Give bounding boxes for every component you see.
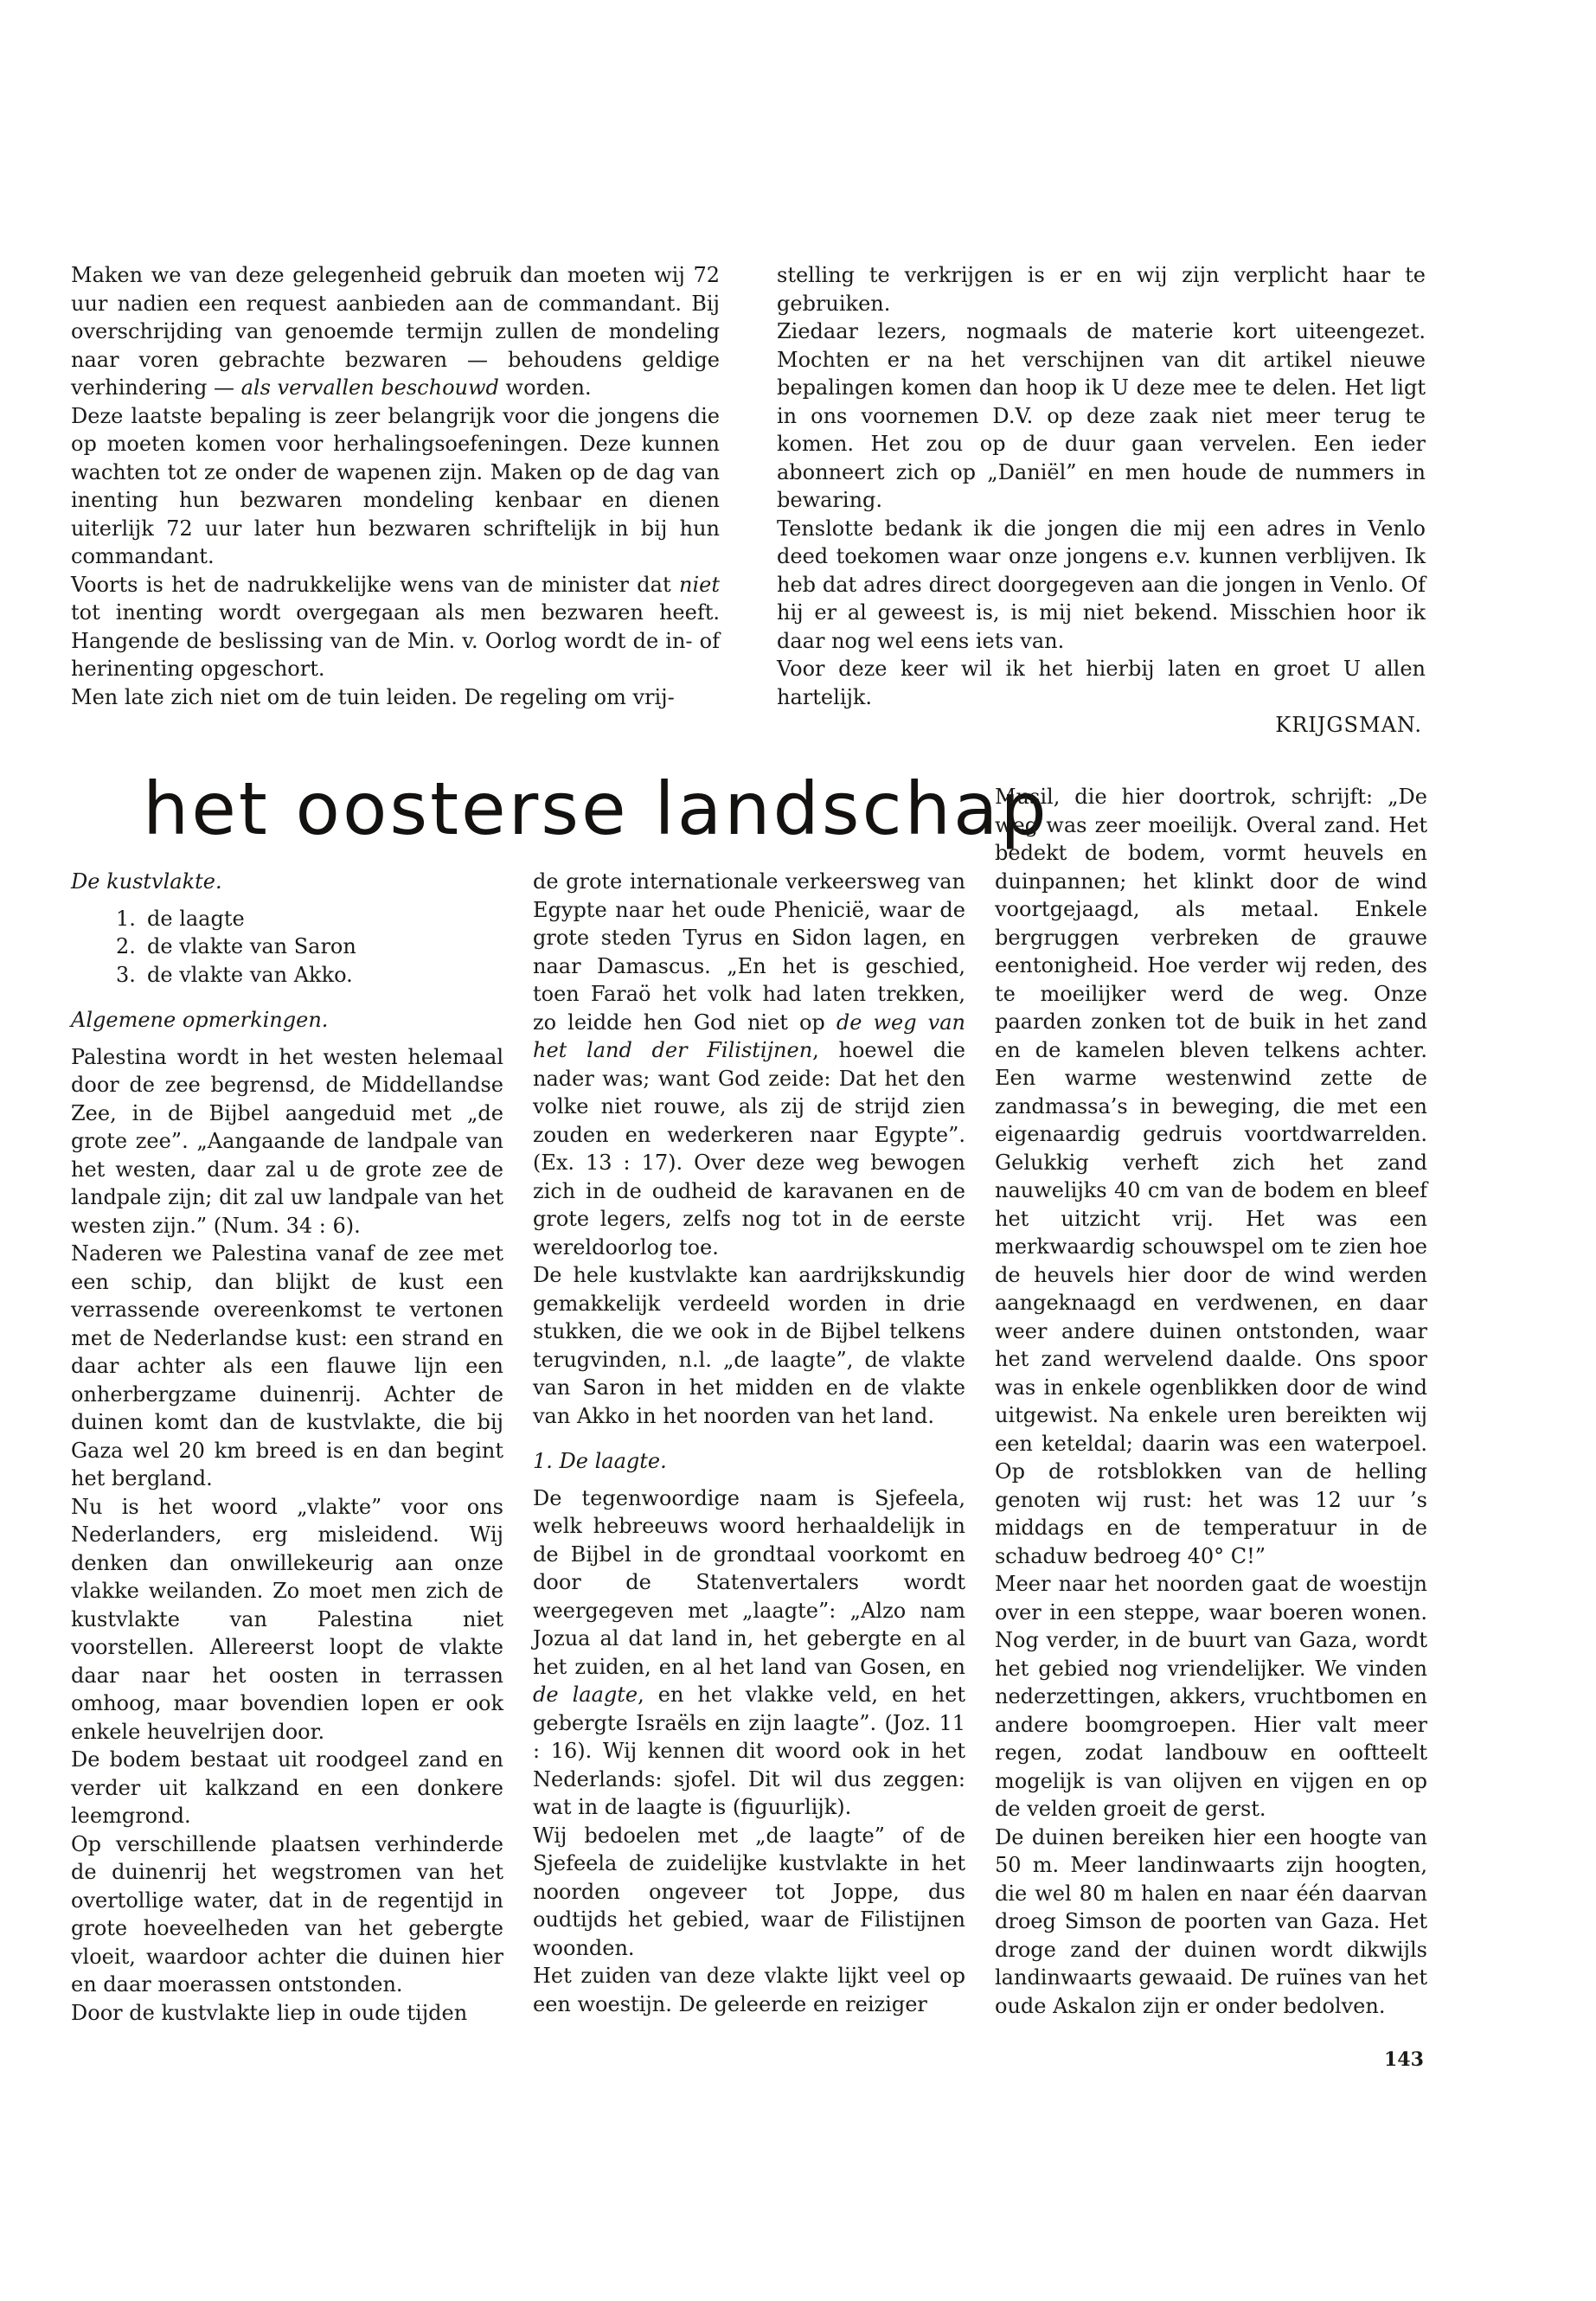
paragraph: Deze laatste bepaling is zeer belangrijk voor die jongens die op moeten komen voor herhalingsoefeningen. Deze kunnen wachten tot ze onder de wapenen zijn. Maken op de dag van inenting hun bezwaren mondeling kenbaar en dienen uiterlijk 72 uur later hun bezwaren schriftelijk in bij hun commandant. bbox=[71, 403, 720, 568]
paragraph: Ziedaar lezers, nogmaals de materie kort uiteengezet. Mochten er na het verschijnen van dit artikel nieuwe bepalingen komen dan hoop ik U deze mee te delen. Het ligt in ons voornemen D.V. op deze zaak niet meer terug te komen. Het zou op de duur gaan vervelen. Een ieder abonneert zich op „Daniël” en men houde de nummers in bewaring. bbox=[777, 319, 1426, 512]
paragraph: Wij bedoelen met „de laagte” of de Sjefeela de zuidelijke kustvlakte in het noorden ongeveer tot Joppe, dus oudtijds het gebied, waar de Filistijnen woonden. bbox=[533, 1823, 965, 1960]
paragraph: Voor deze keer wil ik het hierbij laten en groet U allen hartelijk. bbox=[777, 657, 1426, 709]
list-item: 2. de vlakte van Saron bbox=[116, 934, 356, 958]
article-column-3 bbox=[995, 783, 1427, 2020]
paragraph: Maken we van deze gelegenheid gebruik dan moeten wij 72 uur nadien een request aanbieden aan de commandant. Bij overschrijding van genoemde termijn zullen de mondeling naar voren gebrachte bezwaren — behoudens geldige verhindering — als vervallen beschouwd worden. bbox=[71, 263, 720, 400]
paragraph: Tenslotte bedank ik die jongen die mij een adres in Venlo deed toekomen waar onze jongens e.v. kunnen verblijven. Ik heb dat adres direct doorgegeven aan die jongen in Venlo. Of hij er al geweest is, is mij niet bekend. Misschien hoor ik daar nog wel eens iets van. bbox=[777, 516, 1426, 653]
paragraph: de grote internationale verkeersweg van Egypte naar het oude Phenicië, waar de grote steden Tyrus en Sidon lagen, en naar Damascus. „En het is geschied, toen Faraö het volk had laten trekken, zo leidde hen God niet op de weg van het land der Filistijnen, hoewel die nader was; want God zeide: Dat het den volke niet rouwe, als zij de strijd zien zouden en wederkeren naar Egypte”. (Ex. 13 : 17). Over deze weg bewogen zich in de oudheid de karavanen en de grote legers, zelfs nog tot in de eerste wereldoorlog toe. bbox=[533, 869, 965, 1259]
top-left-column bbox=[71, 261, 720, 711]
page-number: 143 bbox=[1384, 2048, 1424, 2071]
list-item: 3. de vlakte van Akko. bbox=[116, 962, 353, 987]
paragraph: Palestina wordt in het westen helemaal door de zee begrensd, de Middellandse Zee, in de Bijbel aangeduid met „de grote zee”. „Aangaande de landpale van het westen, daar zal u de grote zee de landpale zijn; dit zal uw landpale van het westen zijn.” (Num. 34 : 6). bbox=[71, 1044, 503, 1238]
paragraph: De hele kustvlakte kan aardrijkskundig gemakkelijk verdeeld worden in drie stukken, die we ook in de Bijbel telkens terugvinden, n.l. „de laagte”, de vlakte van Saron in het midden en de vlakte van Akko in het noorden van het land. bbox=[533, 1263, 965, 1428]
paragraph: Naderen we Palestina vanaf de zee met een schip, dan blijkt de kust een verrassende overeenkomst te vertonen met de Nederlandse kust: een strand en daar achter als een flauwe lijn een onherbergzame duinenrij. Achter de duinen komt dan de kustvlakte, die bij Gaza wel 20 km breed is en dan begint het bergland. bbox=[71, 1241, 503, 1490]
paragraph: Door de kustvlakte liep in oude tijden bbox=[71, 2000, 468, 2025]
paragraph: Voorts is het de nadrukkelijke wens van de minister dat niet tot inenting wordt overgegaan als men bezwaren heeft. Hangende de beslissing van de Min. v. Oorlog wordt de in- of herinenting opgeschort. bbox=[71, 572, 720, 681]
paragraph: Men late zich niet om de tuin leiden. De regeling om vrij- bbox=[71, 684, 675, 709]
author-signature: KRIJGSMAN. bbox=[1275, 713, 1422, 737]
paragraph: De bodem bestaat uit roodgeel zand en verder uit kalkzand en een donkere leemgrond. bbox=[71, 1747, 503, 1828]
paragraph: Meer naar het noorden gaat de woestijn over in een steppe, waar boeren wonen. Nog verder, in de buurt van Gaza, wordt het gebied nog vriendelijker. We vinden nederzettingen, akkers, vruchtbomen en andere boomgroepen. Hier valt meer regen, zodat landbouw en ooftteelt mogelijk is van olijven en vijgen en op de velden groeit de gerst. bbox=[995, 1572, 1427, 1821]
paragraph: De tegenwoordige naam is Sjefeela, welk hebreeuws woord herhaaldelijk in de Bijbel in de grondtaal voorkomt en door de Statenvertalers wordt weergegeven met „laagte”: „Alzo nam Jozua al dat land in, het gebergte en al het zuiden, en al het land van Gosen, en de laagte, en het vlakke veld, en het gebergte Israëls en zijn laagte”. (Joz. 11 : 16). Wij kennen dit woord ook in het Nederlands: sjofel. Dit wil dus zeggen: wat in de laagte is (figuurlijk). bbox=[533, 1485, 966, 1819]
paragraph: Nu is het woord „vlakte” voor ons Nederlanders, erg misleidend. Wij denken dan onwillekeurig aan onze vlakke weilanden. Zo moet men zich de kustvlakte van Palestina niet voorstellen. Allereerst loopt de vlakte daar naar het oosten in terrassen omhoog, maar bovendien lopen er ook enkele heuvelrijen door. bbox=[71, 1494, 503, 1744]
list-item: 1. de laagte bbox=[116, 906, 245, 931]
section-heading: 1. De laagte. bbox=[533, 1449, 667, 1473]
top-right-column bbox=[777, 261, 1426, 740]
paragraph: stelling te verkrijgen is er en wij zijn verplicht haar te gebruiken. bbox=[777, 263, 1426, 316]
section-heading: De kustvlakte. bbox=[71, 869, 222, 894]
paragraph: Op verschillende plaatsen verhinderde de duinenrij het wegstromen van het overtollige water, dat in de regentijd in grote hoeveelheden van het gebergte vloeit, waardoor achter die duinen hier en daar moerassen ontstonden. bbox=[71, 1831, 503, 1997]
section-heading: Algemene opmerkingen. bbox=[71, 1008, 329, 1032]
article-title: het oosterse landschap bbox=[143, 766, 1049, 851]
article-column-2 bbox=[533, 868, 965, 2018]
paragraph: De duinen bereiken hier een hoogte van 50 m. Meer landinwaarts zijn hoogten, die wel 80 m halen en naar één daarvan droeg Simson de poorten van Gaza. Het droge zand der duinen wordt dikwijls landinwaarts gewaaid. De ruïnes van het oude Askalon zijn er onder bedolven. bbox=[995, 1824, 1427, 2018]
article-column-1 bbox=[71, 868, 503, 2027]
section-list bbox=[71, 905, 503, 990]
paragraph: Het zuiden van deze vlakte lijkt veel op een woestijn. De geleerde en reiziger bbox=[533, 1964, 965, 2016]
paragraph: Musil, die hier doortrok, schrijft: „De weg was zeer moeilijk. Overal zand. Het bedekt de bodem, vormt heuvels en duinpannen; het klinkt door de wind voortgejaagd, als metaal. Enkele bergruggen verbreken de grauwe eentonigheid. Hoe verder wij reden, des te moeilijker werd de weg. Onze paarden zonken tot de buik in het zand en de kamelen bleven telkens achter. Een warme westenwind zette de zandmassa’s in beweging, die met een eigenaardig gedruis voortdwarrelden. Gelukkig verheft zich het zand nauwelijks 40 cm van de bodem en bleef het uitzicht vrij. Het was een merkwaardig schouwspel om te zien hoe de heuvels hier door de wind werden aangeknaagd en verdwenen, en daar weer andere duinen ontstonden, waar het zand wervelend daalde. Ons spoor was in enkele ogenblikken door de wind uitgewist. Na enkele uren bereikten wij een keteldal; daarin was een waterpoel. Op de rotsblokken van de helling genoten wij rust: het was 12 uur ’s middags en de temperatuur in de schaduw bedroeg 40° C!” bbox=[995, 785, 1427, 1568]
